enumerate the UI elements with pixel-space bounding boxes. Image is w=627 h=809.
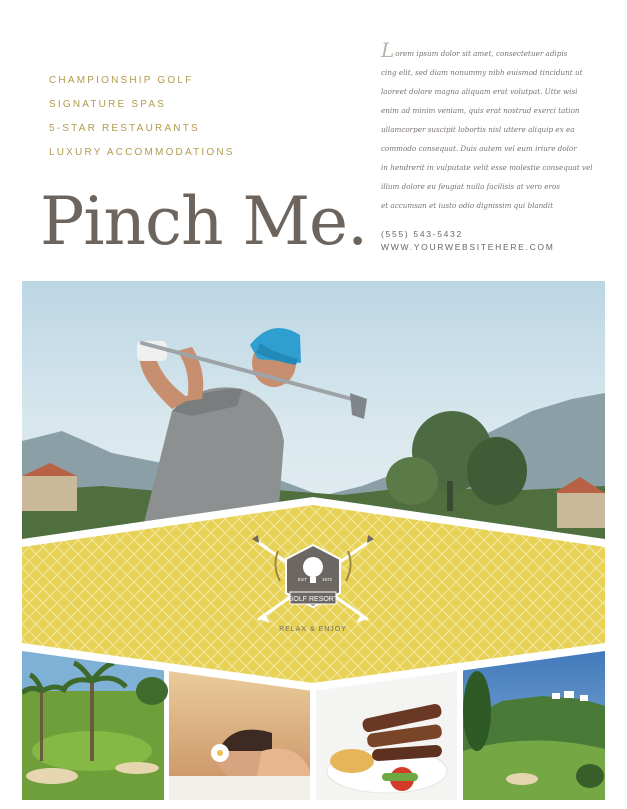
drop-cap: L bbox=[381, 38, 395, 62]
body-line: ullamcorper suscipit lobortis nisl uttere aliquip ex ea bbox=[381, 125, 575, 134]
logo-tagline: RELAX & ENJOY bbox=[279, 626, 347, 633]
body-line: illum dolore eu feugiat nulla facilisis at vero eros bbox=[381, 182, 560, 191]
logo-year: 1972 bbox=[322, 577, 333, 582]
website-url: WWW.YOURWEBSITEHERE.COM bbox=[381, 242, 555, 252]
body-line: cing elit, sed diam nonummy nibh euismod tincidunt ut bbox=[381, 68, 583, 77]
body-paragraph bbox=[381, 38, 593, 215]
feature-item: CHAMPIONSHIP GOLF bbox=[49, 75, 194, 86]
body-line: commodo consequat. Duis autem vel eum iriure dolor bbox=[381, 144, 577, 153]
body-line: et accumsan et iusto odio dignissim qui blandit bbox=[381, 201, 554, 210]
features-list bbox=[49, 74, 235, 170]
body-line: enim ad minim veniam, quis erat nostrud exerci tation bbox=[381, 106, 580, 115]
feature-item: 5-STAR RESTAURANTS bbox=[49, 123, 200, 134]
photo-collage bbox=[22, 281, 605, 800]
phone-number: (555) 543-5432 bbox=[381, 229, 463, 239]
headline: Pinch Me. bbox=[40, 183, 368, 260]
logo-est: EST bbox=[298, 577, 307, 582]
body-line: Lorem ipsum dolor sit amet, consectetuer adipis bbox=[381, 38, 568, 62]
logo-name: GOLF RESORT bbox=[287, 596, 339, 603]
contact-info bbox=[381, 228, 555, 254]
feature-item: SIGNATURE SPAS bbox=[49, 99, 167, 110]
feature-item: LUXURY ACCOMMODATIONS bbox=[49, 147, 235, 158]
body-line: laoreet dolore magna aliquam erat volutpat. Utte wisi bbox=[381, 87, 578, 96]
body-line: in hendrerit in vulputate velit esse molestie consequat vel bbox=[381, 163, 593, 172]
